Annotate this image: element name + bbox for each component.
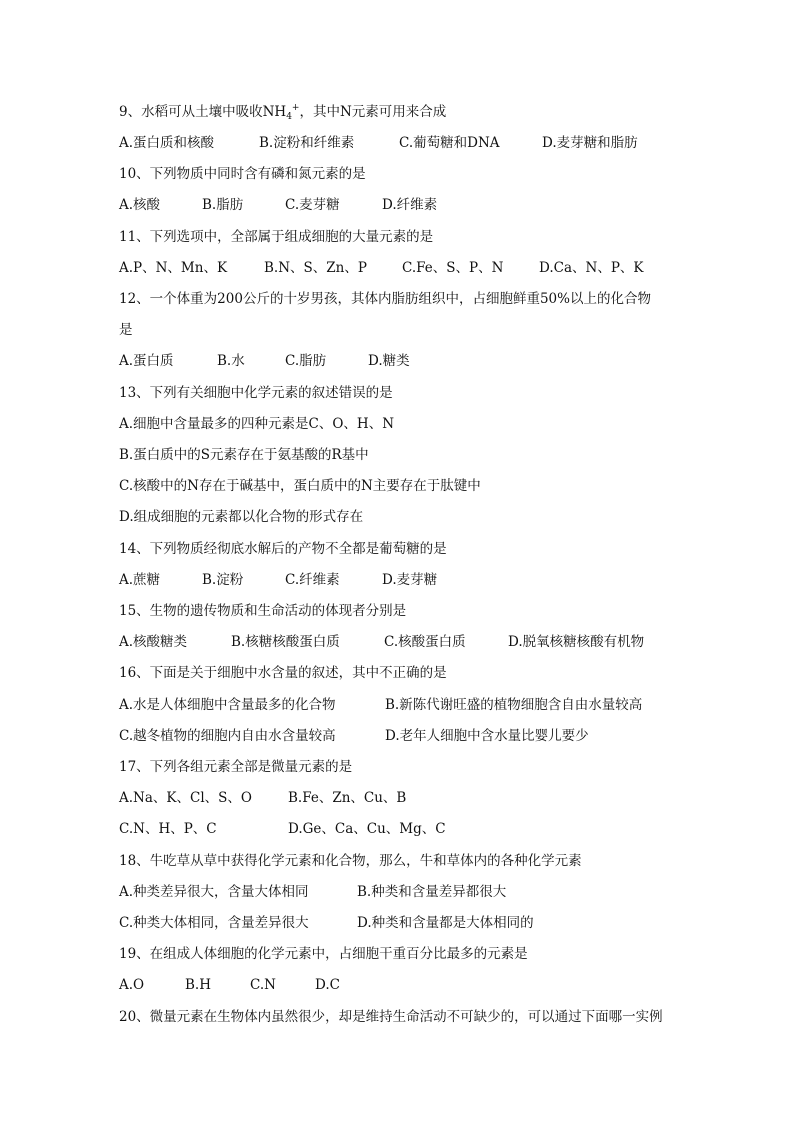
- option-d: D.糖类: [368, 353, 410, 369]
- question-13-option-d: D.组成细胞的元素都以化合物的形式存在: [119, 509, 364, 525]
- question-14-stem: 14、下列物质经彻底水解后的产物不全都是葡萄糖的是: [119, 541, 447, 557]
- option-b: B.Fe、Zn、Cu、B: [288, 790, 407, 806]
- option-a: A.核酸: [119, 197, 161, 213]
- option-d: D.麦芽糖: [382, 572, 438, 588]
- option-b: B.核糖核酸蛋白质: [231, 634, 340, 650]
- option-c: C.越冬植物的细胞内自由水含量较高: [119, 728, 336, 744]
- option-c: C.纤维素: [285, 572, 340, 588]
- option-b: B.水: [217, 353, 245, 369]
- option-b: B.淀粉: [202, 572, 244, 588]
- option-b: B.种类和含量差异都很大: [357, 884, 507, 900]
- question-10-stem: 10、下列物质中同时含有磷和氮元素的是: [119, 166, 366, 182]
- option-a: A.P、N、Mn、K: [119, 260, 228, 276]
- question-12-stem: 12、一个体重为200公斤的十岁男孩，其体内脂肪组织中，占细胞鲜重50%以上的化合物: [119, 291, 651, 307]
- question-16-stem: 16、下面是关于细胞中水含量的叙述，其中不正确的是: [119, 665, 447, 681]
- option-b: B.淀粉和纤维素: [259, 135, 355, 151]
- option-a: A.蛋白质: [119, 353, 174, 369]
- option-b: B.N、S、Zn、P: [264, 260, 367, 276]
- option-d: D.老年人细胞中含水量比婴儿要少: [385, 728, 589, 744]
- option-c: C.N: [250, 977, 276, 993]
- option-c: C.麦芽糖: [285, 197, 340, 213]
- option-c: C.Fe、S、P、N: [402, 260, 504, 276]
- option-b: B.H: [185, 977, 211, 993]
- option-d: D.C: [315, 977, 340, 993]
- option-c: C.种类大体相同，含量差异很大: [119, 915, 309, 931]
- question-11-stem: 11、下列选项中，全部属于组成细胞的大量元素的是: [119, 229, 434, 245]
- option-d: D.麦芽糖和脂肪: [542, 135, 638, 151]
- question-13-option-c: C.核酸中的N存在于碱基中，蛋白质中的N主要存在于肽键中: [119, 478, 481, 494]
- option-c: C.核酸蛋白质: [384, 634, 466, 650]
- question-12-stem-line2: 是: [119, 322, 133, 338]
- option-a: A.核酸糖类: [119, 634, 188, 650]
- option-d: D.种类和含量都是大体相同的: [357, 915, 534, 931]
- option-a: A.O: [119, 977, 145, 993]
- question-19-stem: 19、在组成人体细胞的化学元素中，占细胞干重百分比最多的元素是: [119, 946, 528, 962]
- question-9-stem: 9、水稻可从土壤中吸收$NH_4^+$，其中N元素可用来合成: [119, 103, 447, 122]
- option-a: A.蛋白质和核酸: [119, 135, 215, 151]
- question-13-option-b: B.蛋白质中的S元素存在于氨基酸的R基中: [119, 447, 369, 463]
- question-17-stem: 17、下列各组元素全部是微量元素的是: [119, 759, 353, 775]
- option-d: D.纤维素: [382, 197, 438, 213]
- option-d: D.Ca、N、P、K: [539, 260, 644, 276]
- option-a: A.种类差异很大，含量大体相同: [119, 884, 309, 900]
- option-a: A.Na、K、Cl、S、O: [119, 790, 252, 806]
- option-c: C.N、H、P、C: [119, 821, 217, 837]
- option-b: B.新陈代谢旺盛的植物细胞含自由水量较高: [385, 697, 643, 713]
- question-20-stem: 20、微量元素在生物体内虽然很少，却是维持生命活动不可缺少的，可以通过下面哪一实例: [119, 1009, 663, 1025]
- option-c: C.脂肪: [285, 353, 327, 369]
- option-d: D.Ge、Ca、Cu、Mg、C: [288, 821, 446, 837]
- question-18-stem: 18、牛吃草从草中获得化学元素和化合物，那么，牛和草体内的各种化学元素: [119, 853, 582, 869]
- option-a: A.蔗糖: [119, 572, 161, 588]
- option-c: C.葡萄糖和DNA: [399, 135, 500, 151]
- question-13-option-a: A.细胞中含量最多的四种元素是C、O、H、N: [119, 416, 395, 432]
- option-a: A.水是人体细胞中含量最多的化合物: [119, 697, 336, 713]
- option-d: D.脱氧核糖核酸有机物: [508, 634, 645, 650]
- option-b: B.脂肪: [202, 197, 244, 213]
- question-15-stem: 15、生物的遗传物质和生命活动的体现者分别是: [119, 603, 407, 619]
- question-13-stem: 13、下列有关细胞中化学元素的叙述错误的是: [119, 385, 393, 401]
